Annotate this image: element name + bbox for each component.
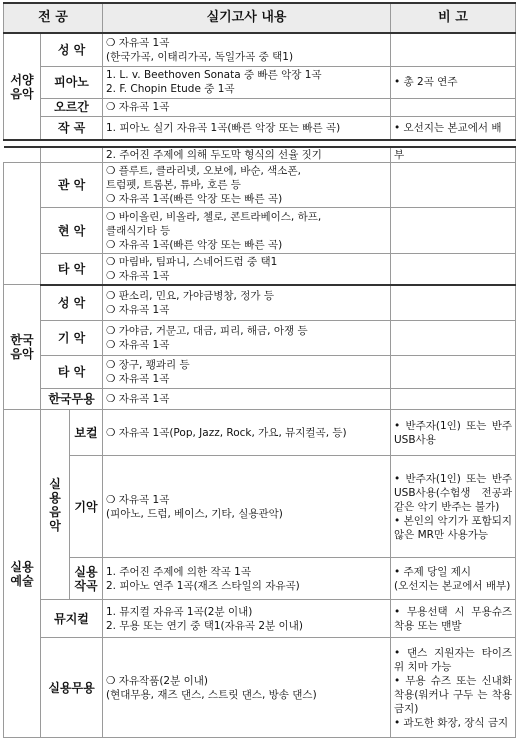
content-strings: ❍ 바이올린, 비올라, 첼로, 콘트라베이스, 하프, 클래식기타 등 ❍ 자유곡 1곡(빠른 악장 또는 빠른 곡) (103, 208, 391, 254)
category-western-music-cont (4, 163, 41, 285)
note-vocal (391, 33, 516, 66)
note-k-vocal (391, 285, 516, 321)
label-winds: 관 악 (41, 163, 103, 208)
label-composition: 작 곡 (41, 116, 103, 140)
content-k-instr: ❍ 가야금, 거문고, 대금, 피리, 해금, 아쟁 등 ❍ 자유곡 1곡 (103, 321, 391, 356)
content-vocal: ❍ 자유곡 1곡 (한국가곡, 이태리가곡, 독일가곡 중 택1) (103, 33, 391, 66)
note-k-instr (391, 321, 516, 356)
label-applied-composition: 실용 작곡 (70, 558, 103, 600)
content-composition: 1. 피아노 실기 자유곡 1곡(빠른 악장 또는 빠른 곡) (103, 116, 391, 140)
note-piano: • 총 2곡 연주 (391, 66, 516, 98)
label-k-vocal: 성 악 (41, 285, 103, 321)
note-musical: • 무용선택 시 무용슈즈 착용 또는 맨발 (391, 600, 516, 638)
label-k-dance: 한국무용 (41, 389, 103, 410)
content-instrumental: ❍ 자유곡 1곡 (피아노, 드럼, 베이스, 기타, 실용관악) (103, 456, 391, 558)
category-applied-music: 실용 음악 (41, 410, 70, 600)
label-vocal: 성 악 (41, 33, 103, 66)
note-k-perc (391, 356, 516, 389)
note-applied-dance: • 댄스 지원자는 타이즈 위 치마 가능 • 무용 슈즈 또는 신내화 착용(워커나 구두 는 착용 금지) • 과도한 화장, 장식 금지 (391, 638, 516, 738)
content-piano: 1. L. v. Beethoven Sonata 중 빠른 악장 1곡 2. F. Chopin Etude 중 1곡 (103, 66, 391, 98)
note-applied-composition: • 주제 당일 제시 (오선지는 본교에서 배부) (391, 558, 516, 600)
exam-table-page2 (3, 146, 516, 738)
content-applied-dance: ❍ 자유작품(2분 이내) (현대무용, 재즈 댄스, 스트릿 댄스, 방송 댄스) (103, 638, 391, 738)
content-organ: ❍ 자유곡 1곡 (103, 98, 391, 116)
content-applied-composition: 1. 주어진 주제에 의한 작곡 1곡 2. 피아노 연주 1곡(재즈 스타일의 자유곡) (103, 558, 391, 600)
note-instrumental: • 반주자(1인) 또는 반주 USB사용(수험생 전공과 같은 악기 반주는 불가) • 본인의 악기가 포함되지 않은 MR만 사용가능 (391, 456, 516, 558)
note-composition-cont: 부 (391, 147, 516, 163)
content-percussion: ❍ 마림바, 팀파니, 스네어드럼 중 택1 ❍ 자유곡 1곡 (103, 254, 391, 285)
label-percussion: 타 악 (41, 254, 103, 285)
content-winds: ❍ 플루트, 클라리넷, 오보에, 바순, 색소폰, 트럼펫, 트롬본, 튜바, 호른 등 ❍ 자유곡 1곡(빠른 악장 또는 빠른 곡) (103, 163, 391, 208)
category-korean-music: 한국 음악 (4, 285, 41, 410)
note-organ (391, 98, 516, 116)
content-k-vocal: ❍ 판소리, 민요, 가야금병창, 정가 등 ❍ 자유곡 1곡 (103, 285, 391, 321)
label-piano: 피아노 (41, 66, 103, 98)
label-organ: 오르간 (41, 98, 103, 116)
label-instrumental: 기악 (70, 456, 103, 558)
content-vocals: ❍ 자유곡 1곡(Pop, Jazz, Rock, 가요, 뮤지컬곡, 등) (103, 410, 391, 456)
label-strings: 현 악 (41, 208, 103, 254)
exam-table-page1 (3, 2, 516, 141)
note-composition: • 오선지는 본교에서 배 (391, 116, 516, 140)
content-k-perc: ❍ 장구, 꽹과리 등 ❍ 자유곡 1곡 (103, 356, 391, 389)
content-composition-cont: 2. 주어진 주제에 의해 두도막 형식의 선율 짓기 (103, 147, 391, 163)
category-western-music: 서양 음악 (4, 33, 41, 140)
content-k-dance: ❍ 자유곡 1곡 (103, 389, 391, 410)
header-note: 비 고 (391, 3, 516, 33)
note-winds (391, 163, 516, 208)
note-vocals: • 반주자(1인) 또는 반주 USB사용 (391, 410, 516, 456)
note-percussion (391, 254, 516, 285)
label-k-instr: 기 악 (41, 321, 103, 356)
label-vocals: 보컬 (70, 410, 103, 456)
note-strings (391, 208, 516, 254)
content-musical: 1. 뮤지컬 자유곡 1곡(2분 이내) 2. 무용 또는 연기 중 택1(자유곡 2분 이내) (103, 600, 391, 638)
label-musical: 뮤지컬 (41, 600, 103, 638)
label-k-perc: 타 악 (41, 356, 103, 389)
category-applied-arts: 실용 예술 (4, 410, 41, 738)
note-k-dance (391, 389, 516, 410)
header-major: 전 공 (4, 3, 103, 33)
header-content: 실기고사 내용 (103, 3, 391, 33)
label-applied-dance: 실용무용 (41, 638, 103, 738)
